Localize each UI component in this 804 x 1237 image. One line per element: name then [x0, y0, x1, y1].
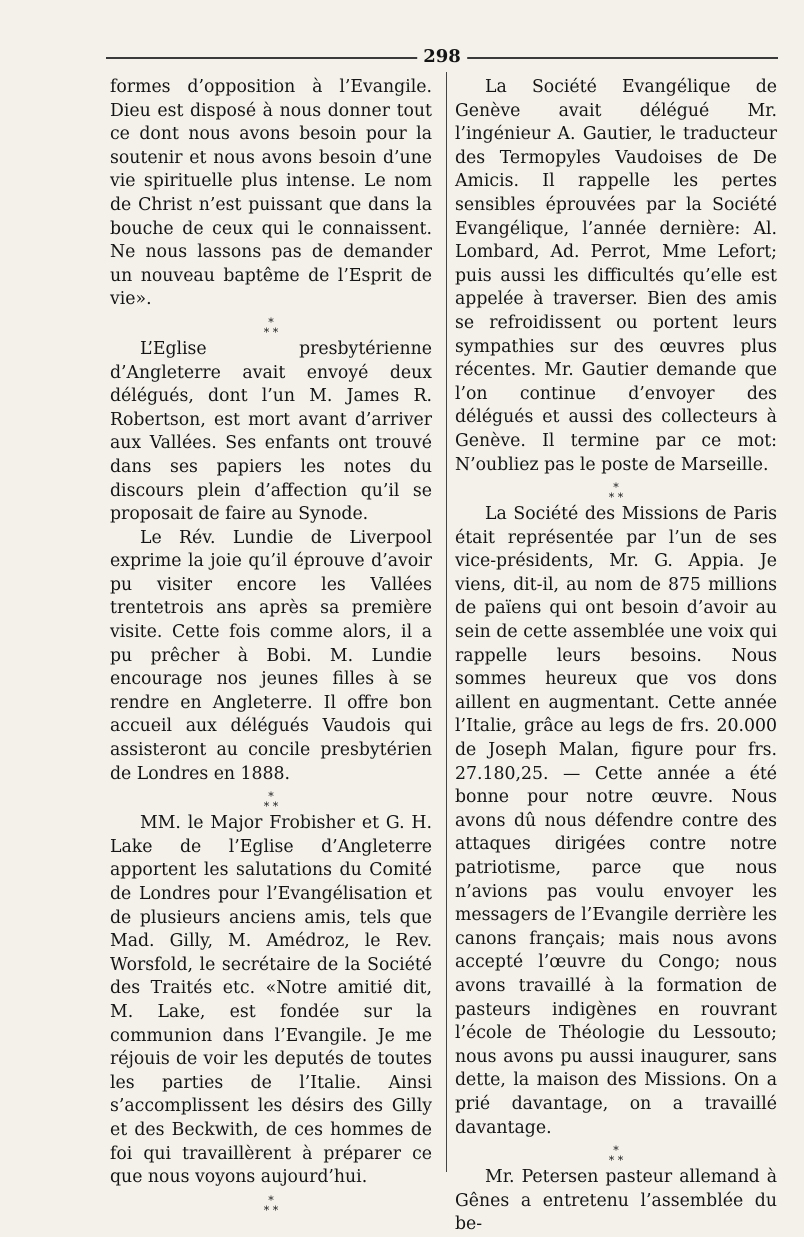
- separator-top-glyph: *: [268, 790, 274, 804]
- paragraph: Mr. Petersen pasteur allemand à Gênes a entretenu l’assemblée du be-: [455, 1167, 777, 1235]
- column-divider: [446, 72, 447, 1172]
- separator-top-glyph: *: [268, 1193, 274, 1207]
- paragraph: La Société Evangélique de Genève avait délégué Mr. l’ingénieur A. Gautier, le traducteur des Termopyles Vaudoises de De Amicis. Il rappelle les pertes sensibles éprouvées par la Société Evangélique, l’année dernière: Al. Lombard, Ad. Perrot, Mme Lefort; puis aussi les difficultés qu’elle est appelée à traverser. Bien des amis se refroidissent ou portent leurs sympathies sur des œuvres plus récentes. Mr. Gautier demande que l’on continue d’envoyer des délégués et aussi des collecteurs à Genève. Il termine par ce mot: N’oubliez pas le poste de Marseille.: [455, 77, 777, 475]
- separator-bottom-glyph: * *: [608, 1154, 624, 1168]
- separator-top-glyph: *: [613, 1144, 619, 1158]
- page-number: 298: [417, 44, 467, 70]
- separator-top-glyph: *: [268, 315, 274, 329]
- section-separator: [455, 1140, 777, 1166]
- section-separator: [110, 312, 432, 338]
- paragraph: formes d’opposition à l’Evangile. Dieu est disposé à nous donner tout ce dont nous avons besoin pour la soutenir et nous avons besoin d’une vie spirituelle plus intense. Le nom de Christ n’est puissant que dans la bouche de ceux qui le connaissent. Ne nous lassons pas de demander un nouveau baptême de l’Esprit de vie».: [110, 77, 432, 310]
- page-header: [106, 44, 778, 70]
- separator-bottom-glyph: * *: [263, 1203, 279, 1217]
- left-column: [110, 76, 432, 1216]
- paragraph: MM. le Major Frobisher et G. H. Lake de l’Eglise d’Angleterre apportent les salutations du Comité de Londres pour l’Evangélisation et de plusieurs anciens amis, tels que Mad. Gilly, M. Amédroz, le Rev. Worsfold, le secrétaire de la Société des Traités etc. «Notre amitié dit, M. Lake, est fondée sur la communion dans l’Evangile. Je me réjouis de voir les deputés de toutes les parties de l’Italie. Ainsi s’accomplissent les désirs des Gilly et des Beckwith, de ces hommes de foi qui travaillèrent à préparer ce que nous voyons aujourd’hui.: [110, 813, 432, 1188]
- separator-bottom-glyph: * *: [263, 325, 279, 339]
- paragraph: La Société des Missions de Paris était représentée par l’un de ses vice-présidents, Mr. G. Appia. Je viens, dit-il, au nom de 875 millions de païens qui ont besoin d’avoir au sein de cette assemblée une voix qui rappelle leurs besoins. Nous sommes heureux que vos dons aillent en augmentant. Cette année l’Italie, grâce au legs de frs. 20.000 de Joseph Malan, figure pour frs. 27.180,25. — Cette année a été bonne pour notre œuvre. Nous avons dû nous défendre contre des attaques dirigées contre notre patriotisme, parce que nous n’avions pas voulu envoyer les messagers de l’Evangile derrière les canons français; mais nous avons accepté l’œuvre du Congo; nous avons travaillé à la formation de pasteurs indigènes en rouvrant l’école de Théologie du Lessouto; nous avons pu aussi inaugurer, sans dette, la maison des Missions. On a prié davantage, on a travaillé davantage.: [455, 504, 777, 1138]
- section-separator: [110, 786, 432, 812]
- separator-bottom-glyph: * *: [263, 800, 279, 814]
- section-separator: [110, 1190, 432, 1216]
- section-separator: [455, 477, 777, 503]
- separator-bottom-glyph: * *: [608, 491, 624, 505]
- paragraph: L’Eglise presbytérienne d’Angleterre avait envoyé deux délégués, dont l’un M. James R. Robertson, est mort avant d’arriver aux Vallées. Ses enfants ont trouvé dans ses papiers les notes du discours plein d’affection qu’il se proposait de faire au Synode.: [110, 338, 432, 525]
- paragraph: Le Rév. Lundie de Liverpool exprime la joie qu’il éprouve d’avoir pu visiter encore les Vallées trentetrois ans après sa première visite. Cette fois comme alors, il a pu prêcher à Bobi. M. Lundie encourage nos jeunes filles à se rendre en Angleterre. Il offre bon accueil aux délégués Vaudois qui assisteront au concile presbytérien de Londres en 1888.: [110, 527, 432, 784]
- right-column: [455, 76, 777, 1237]
- separator-top-glyph: *: [613, 481, 619, 495]
